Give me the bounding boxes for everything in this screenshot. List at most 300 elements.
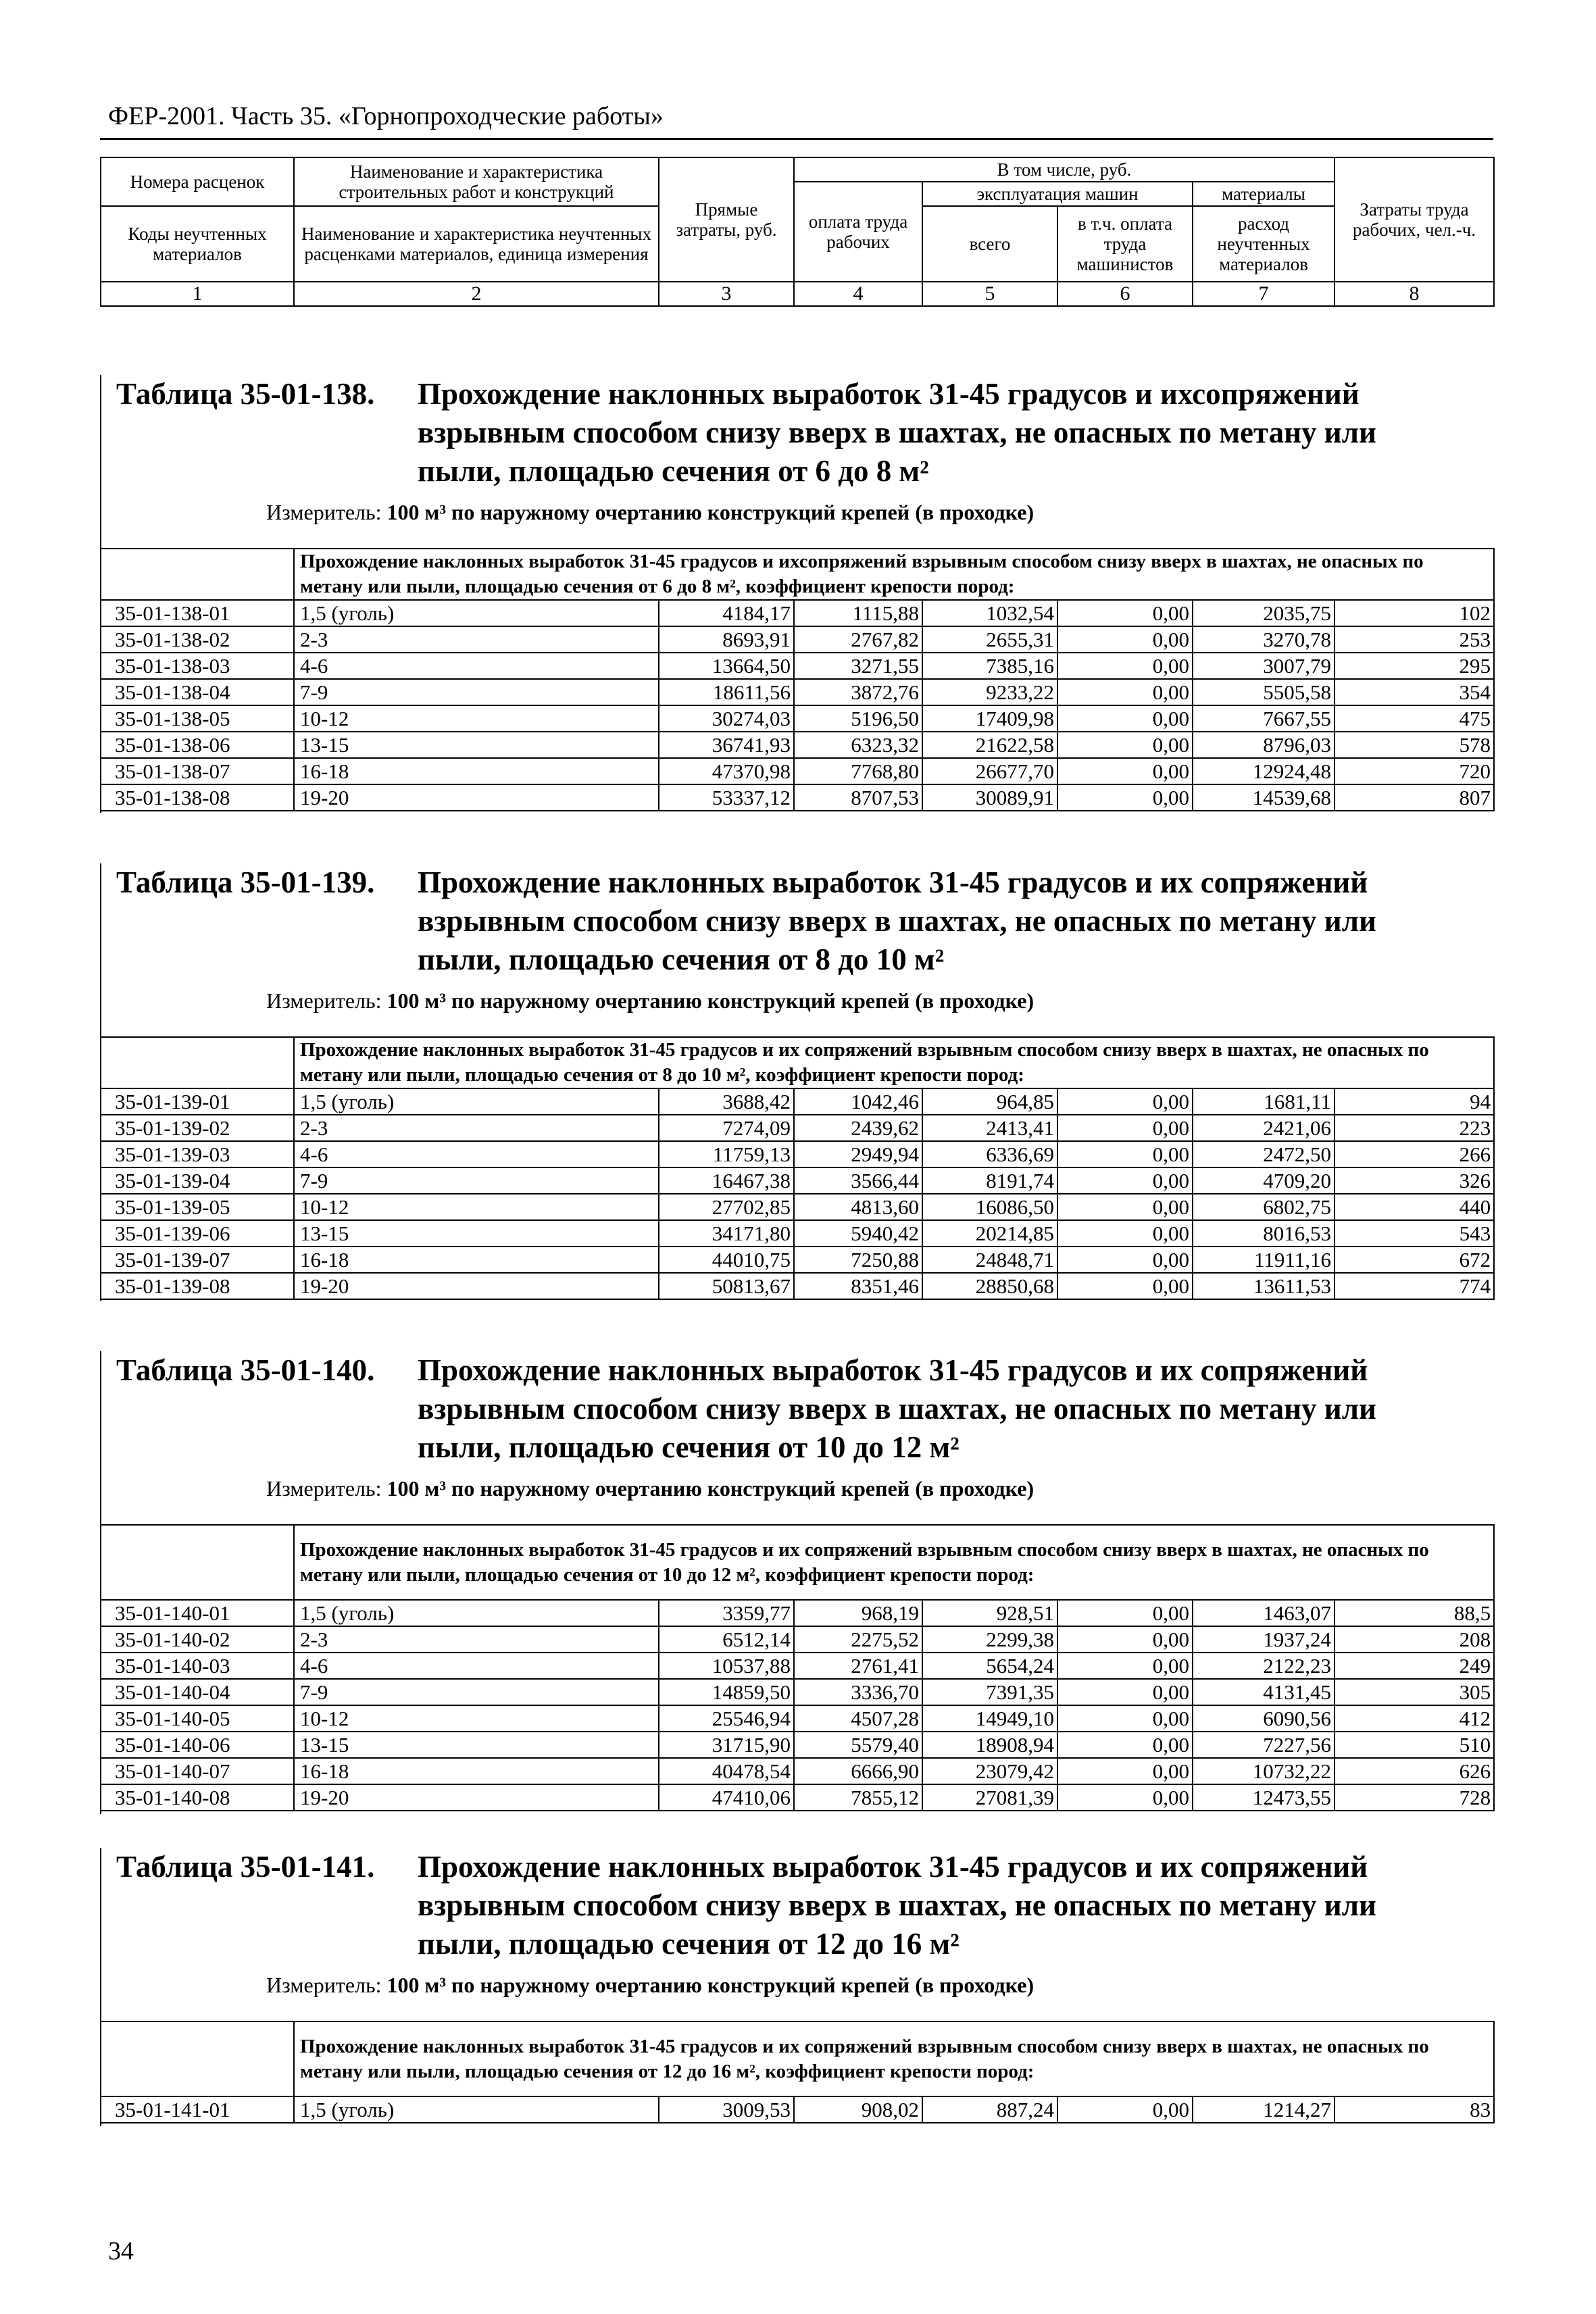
table-title-line: взрывным способом снизу вверх в шахтах, не опасных по метану или xyxy=(418,1888,1376,1922)
rate-code: 35-01-140-05 xyxy=(101,1705,294,1732)
table-title-line: взрывным способом снизу вверх в шахтах, не опасных по метану или xyxy=(418,904,1376,938)
materials-cost: 6090,56 xyxy=(1193,1705,1335,1732)
materials-cost: 3270,78 xyxy=(1193,626,1335,653)
table-row xyxy=(101,600,1494,626)
direct-costs: 25546,94 xyxy=(659,1705,794,1732)
header-material-consumption: расход неучтенных материалов xyxy=(1193,206,1335,282)
machine-total: 24848,71 xyxy=(922,1247,1057,1273)
table-title xyxy=(116,863,1481,979)
rate-table xyxy=(100,548,1495,811)
labor-hours: 102 xyxy=(1335,600,1494,626)
rate-code: 35-01-138-06 xyxy=(101,732,294,758)
machinist-pay: 0,00 xyxy=(1057,758,1193,784)
machine-total: 1032,54 xyxy=(922,600,1057,626)
table-row xyxy=(101,1194,1494,1220)
rate-code: 35-01-140-08 xyxy=(101,1784,294,1811)
labor-hours: 728 xyxy=(1335,1784,1494,1811)
direct-costs: 3359,77 xyxy=(659,1600,794,1626)
group-spacer xyxy=(101,1037,294,1088)
machinist-pay: 0,00 xyxy=(1057,679,1193,705)
rate-table-block xyxy=(100,1848,1493,2126)
table-title-line: Прохождение наклонных выработок 31-45 градусов и их сопряжений xyxy=(418,865,1368,899)
header-rate-numbers: Номера расценок xyxy=(101,157,294,206)
labor-hours: 208 xyxy=(1335,1626,1494,1653)
group-description: Прохождение наклонных выработок 31-45 градусов и ихсопряжений взрывным способом снизу вверх в шахтах, не опасных по метану или пыли, площадью сечения от 6 до 8 м², коэффициент крепости пород: xyxy=(294,549,1494,600)
rock-hardness: 1,5 (уголь) xyxy=(294,1600,659,1626)
labor-hours: 88,5 xyxy=(1335,1600,1494,1626)
table-number: Таблица 35-01-139. xyxy=(116,865,375,899)
machinist-pay: 0,00 xyxy=(1057,1679,1193,1705)
rate-code: 35-01-139-04 xyxy=(101,1167,294,1194)
worker-pay: 2949,94 xyxy=(794,1141,922,1167)
rock-hardness: 13-15 xyxy=(294,1220,659,1247)
materials-cost: 11911,16 xyxy=(1193,1247,1335,1273)
rate-table-block xyxy=(100,375,1493,813)
worker-pay: 4507,28 xyxy=(794,1705,922,1732)
rate-code: 35-01-138-05 xyxy=(101,705,294,732)
direct-costs: 14859,50 xyxy=(659,1679,794,1705)
machine-total: 2299,38 xyxy=(922,1626,1057,1653)
table-title-line: Прохождение наклонных выработок 31-45 градусов и ихсопряжений xyxy=(418,377,1360,411)
materials-cost: 4709,20 xyxy=(1193,1167,1335,1194)
labor-hours: 412 xyxy=(1335,1705,1494,1732)
materials-cost: 1937,24 xyxy=(1193,1626,1335,1653)
group-row xyxy=(101,1037,1494,1088)
machinist-pay: 0,00 xyxy=(1057,1626,1193,1653)
table-title xyxy=(116,375,1481,491)
labor-hours: 326 xyxy=(1335,1167,1494,1194)
header-material-name: Наименование и характеристика неучтенных расценками материалов, единица измерения xyxy=(294,206,659,282)
header-colnum: 7 xyxy=(1193,282,1335,306)
group-spacer xyxy=(101,549,294,600)
unit-value: 100 м³ по наружному очертанию конструкций крепей (в проходке) xyxy=(386,1973,1034,1997)
table-title xyxy=(116,1848,1481,1963)
header-rule xyxy=(100,138,1493,140)
machine-total: 964,85 xyxy=(922,1088,1057,1115)
materials-cost: 5505,58 xyxy=(1193,679,1335,705)
table-row xyxy=(101,1115,1494,1141)
materials-cost: 7227,56 xyxy=(1193,1732,1335,1758)
header-colnum: 1 xyxy=(101,282,294,306)
table-row xyxy=(101,1167,1494,1194)
direct-costs: 30274,03 xyxy=(659,705,794,732)
machine-total: 2655,31 xyxy=(922,626,1057,653)
header-material-codes: Коды неучтенных материалов xyxy=(101,206,294,282)
group-spacer xyxy=(101,2021,294,2096)
rate-code: 35-01-141-01 xyxy=(101,2096,294,2123)
rock-hardness: 10-12 xyxy=(294,705,659,732)
rate-code: 35-01-139-06 xyxy=(101,1220,294,1247)
direct-costs: 13664,50 xyxy=(659,653,794,679)
machinist-pay: 0,00 xyxy=(1057,705,1193,732)
machinist-pay: 0,00 xyxy=(1057,1167,1193,1194)
machinist-pay: 0,00 xyxy=(1057,1758,1193,1784)
rate-code: 35-01-140-07 xyxy=(101,1758,294,1784)
worker-pay: 2275,52 xyxy=(794,1626,922,1653)
table-row xyxy=(101,1626,1494,1653)
header-machine-operation: эксплуатация машин xyxy=(922,182,1193,206)
rock-hardness: 7-9 xyxy=(294,679,659,705)
worker-pay: 968,19 xyxy=(794,1600,922,1626)
direct-costs: 11759,13 xyxy=(659,1141,794,1167)
direct-costs: 6512,14 xyxy=(659,1626,794,1653)
rate-code: 35-01-138-08 xyxy=(101,784,294,811)
labor-hours: 774 xyxy=(1335,1273,1494,1299)
rate-table-block xyxy=(100,1351,1493,1814)
header-colnum: 3 xyxy=(659,282,794,306)
machine-total: 27081,39 xyxy=(922,1784,1057,1811)
header-worker-pay: оплата труда рабочих xyxy=(794,182,922,282)
table-row xyxy=(101,653,1494,679)
rate-table xyxy=(100,1524,1495,1811)
labor-hours: 253 xyxy=(1335,626,1494,653)
unit-label: Измеритель: xyxy=(266,988,387,1013)
direct-costs: 47410,06 xyxy=(659,1784,794,1811)
machinist-pay: 0,00 xyxy=(1057,1732,1193,1758)
table-row xyxy=(101,626,1494,653)
labor-hours: 440 xyxy=(1335,1194,1494,1220)
materials-cost: 13611,53 xyxy=(1193,1273,1335,1299)
table-title-line: взрывным способом снизу вверх в шахтах, не опасных по метану или xyxy=(418,1392,1376,1426)
labor-hours: 83 xyxy=(1335,2096,1494,2123)
running-head: ФЕР-2001. Часть 35. «Горнопроходческие работы» xyxy=(108,102,664,130)
materials-cost: 8016,53 xyxy=(1193,1220,1335,1247)
machinist-pay: 0,00 xyxy=(1057,732,1193,758)
group-row xyxy=(101,1525,1494,1600)
table-row xyxy=(101,1247,1494,1273)
table-row xyxy=(101,1784,1494,1811)
table-title-line: Прохождение наклонных выработок 31-45 градусов и их сопряжений xyxy=(418,1353,1368,1387)
rock-hardness: 19-20 xyxy=(294,784,659,811)
table-row xyxy=(101,1088,1494,1115)
labor-hours: 305 xyxy=(1335,1679,1494,1705)
machinist-pay: 0,00 xyxy=(1057,1247,1193,1273)
rate-code: 35-01-140-02 xyxy=(101,1626,294,1653)
rate-code: 35-01-139-08 xyxy=(101,1273,294,1299)
header-machinist-pay: в т.ч. оплата труда машинистов xyxy=(1057,206,1193,282)
worker-pay: 8707,53 xyxy=(794,784,922,811)
machine-total: 8191,74 xyxy=(922,1167,1057,1194)
rate-table xyxy=(100,1036,1495,1300)
worker-pay: 5940,42 xyxy=(794,1220,922,1247)
worker-pay: 2761,41 xyxy=(794,1653,922,1679)
header-materials: материалы xyxy=(1193,182,1335,206)
rock-hardness: 19-20 xyxy=(294,1273,659,1299)
machine-total: 9233,22 xyxy=(922,679,1057,705)
rate-code: 35-01-140-01 xyxy=(101,1600,294,1626)
materials-cost: 6802,75 xyxy=(1193,1194,1335,1220)
table-row xyxy=(101,1705,1494,1732)
measurement-unit xyxy=(266,1973,1034,1998)
measurement-unit xyxy=(266,500,1034,525)
worker-pay: 6666,90 xyxy=(794,1758,922,1784)
rate-table-block xyxy=(100,863,1493,1301)
materials-cost: 2035,75 xyxy=(1193,600,1335,626)
direct-costs: 47370,98 xyxy=(659,758,794,784)
rock-hardness: 2-3 xyxy=(294,1626,659,1653)
materials-cost: 10732,22 xyxy=(1193,1758,1335,1784)
labor-hours: 543 xyxy=(1335,1220,1494,1247)
rock-hardness: 2-3 xyxy=(294,1115,659,1141)
direct-costs: 3688,42 xyxy=(659,1088,794,1115)
materials-cost: 14539,68 xyxy=(1193,784,1335,811)
rate-code: 35-01-138-03 xyxy=(101,653,294,679)
table-row xyxy=(101,1653,1494,1679)
rate-code: 35-01-139-01 xyxy=(101,1088,294,1115)
machinist-pay: 0,00 xyxy=(1057,2096,1193,2123)
machinist-pay: 0,00 xyxy=(1057,1115,1193,1141)
table-title-line: Прохождение наклонных выработок 31-45 градусов и их сопряжений xyxy=(418,1850,1368,1884)
direct-costs: 3009,53 xyxy=(659,2096,794,2123)
materials-cost: 7667,55 xyxy=(1193,705,1335,732)
header-colnum: 2 xyxy=(294,282,659,306)
materials-cost: 2122,23 xyxy=(1193,1653,1335,1679)
direct-costs: 50813,67 xyxy=(659,1273,794,1299)
header-colnum: 5 xyxy=(922,282,1057,306)
machine-total: 7385,16 xyxy=(922,653,1057,679)
table-title-line: пыли, площадью сечения от 8 до 10 м² xyxy=(418,942,945,976)
machine-total: 23079,42 xyxy=(922,1758,1057,1784)
table-row xyxy=(101,732,1494,758)
direct-costs: 53337,12 xyxy=(659,784,794,811)
direct-costs: 7274,09 xyxy=(659,1115,794,1141)
machinist-pay: 0,00 xyxy=(1057,653,1193,679)
labor-hours: 223 xyxy=(1335,1115,1494,1141)
table-row xyxy=(101,1732,1494,1758)
table-number: Таблица 35-01-140. xyxy=(116,1353,375,1387)
rock-hardness: 4-6 xyxy=(294,653,659,679)
rate-code: 35-01-140-04 xyxy=(101,1679,294,1705)
machinist-pay: 0,00 xyxy=(1057,1088,1193,1115)
rate-code: 35-01-138-07 xyxy=(101,758,294,784)
machine-total: 7391,35 xyxy=(922,1679,1057,1705)
machinist-pay: 0,00 xyxy=(1057,1273,1193,1299)
machinist-pay: 0,00 xyxy=(1057,1784,1193,1811)
direct-costs: 31715,90 xyxy=(659,1732,794,1758)
rock-hardness: 7-9 xyxy=(294,1167,659,1194)
materials-cost: 1463,07 xyxy=(1193,1600,1335,1626)
direct-costs: 8693,91 xyxy=(659,626,794,653)
labor-hours: 626 xyxy=(1335,1758,1494,1784)
header-machine-total: всего xyxy=(922,206,1057,282)
table-row xyxy=(101,1273,1494,1299)
machine-total: 6336,69 xyxy=(922,1141,1057,1167)
machinist-pay: 0,00 xyxy=(1057,1194,1193,1220)
labor-hours: 249 xyxy=(1335,1653,1494,1679)
machine-total: 21622,58 xyxy=(922,732,1057,758)
table-row xyxy=(101,1220,1494,1247)
rate-code: 35-01-139-07 xyxy=(101,1247,294,1273)
machinist-pay: 0,00 xyxy=(1057,600,1193,626)
materials-cost: 12473,55 xyxy=(1193,1784,1335,1811)
rate-code: 35-01-138-04 xyxy=(101,679,294,705)
machine-total: 28850,68 xyxy=(922,1273,1057,1299)
machine-total: 14949,10 xyxy=(922,1705,1057,1732)
machine-total: 16086,50 xyxy=(922,1194,1057,1220)
rock-hardness: 16-18 xyxy=(294,1247,659,1273)
worker-pay: 3566,44 xyxy=(794,1167,922,1194)
machine-total: 17409,98 xyxy=(922,705,1057,732)
labor-hours: 295 xyxy=(1335,653,1494,679)
machinist-pay: 0,00 xyxy=(1057,1705,1193,1732)
direct-costs: 16467,38 xyxy=(659,1167,794,1194)
table-row xyxy=(101,705,1494,732)
labor-hours: 578 xyxy=(1335,732,1494,758)
table-title-line: пыли, площадью сечения от 6 до 8 м² xyxy=(418,454,929,488)
group-description: Прохождение наклонных выработок 31-45 градусов и их сопряжений взрывным способом снизу вверх в шахтах, не опасных по метану или пыли, площадью сечения от 12 до 16 м², коэффициент крепости пород: xyxy=(294,2021,1494,2096)
worker-pay: 1042,46 xyxy=(794,1088,922,1115)
machine-total: 20214,85 xyxy=(922,1220,1057,1247)
labor-hours: 475 xyxy=(1335,705,1494,732)
worker-pay: 5579,40 xyxy=(794,1732,922,1758)
rock-hardness: 4-6 xyxy=(294,1141,659,1167)
header-including: В том числе, руб. xyxy=(794,157,1335,182)
rock-hardness: 13-15 xyxy=(294,1732,659,1758)
measurement-unit xyxy=(266,988,1034,1013)
rock-hardness: 10-12 xyxy=(294,1705,659,1732)
rate-code: 35-01-139-02 xyxy=(101,1115,294,1141)
rock-hardness: 7-9 xyxy=(294,1679,659,1705)
rate-code: 35-01-139-05 xyxy=(101,1194,294,1220)
table-number: Таблица 35-01-138. xyxy=(116,377,375,411)
table-row xyxy=(101,2096,1494,2123)
worker-pay: 7855,12 xyxy=(794,1784,922,1811)
table-number: Таблица 35-01-141. xyxy=(116,1850,375,1884)
machinist-pay: 0,00 xyxy=(1057,784,1193,811)
direct-costs: 4184,17 xyxy=(659,600,794,626)
materials-cost: 2472,50 xyxy=(1193,1141,1335,1167)
rate-code: 35-01-140-06 xyxy=(101,1732,294,1758)
unit-value: 100 м³ по наружному очертанию конструкций крепей (в проходке) xyxy=(386,500,1034,524)
group-description: Прохождение наклонных выработок 31-45 градусов и их сопряжений взрывным способом снизу вверх в шахтах, не опасных по метану или пыли, площадью сечения от 8 до 10 м², коэффициент крепости пород: xyxy=(294,1037,1494,1088)
worker-pay: 8351,46 xyxy=(794,1273,922,1299)
machinist-pay: 0,00 xyxy=(1057,1141,1193,1167)
header-direct-costs: Прямые затраты, руб. xyxy=(659,157,794,282)
rock-hardness: 4-6 xyxy=(294,1653,659,1679)
machinist-pay: 0,00 xyxy=(1057,1220,1193,1247)
table-title-line: взрывным способом снизу вверх в шахтах, не опасных по метану или xyxy=(418,416,1376,449)
table-row xyxy=(101,679,1494,705)
worker-pay: 7768,80 xyxy=(794,758,922,784)
rate-code: 35-01-140-03 xyxy=(101,1653,294,1679)
column-header-table xyxy=(100,157,1495,307)
header-colnum: 8 xyxy=(1335,282,1494,306)
machinist-pay: 0,00 xyxy=(1057,1600,1193,1626)
unit-label: Измеритель: xyxy=(266,1973,387,1997)
machine-total: 5654,24 xyxy=(922,1653,1057,1679)
group-description: Прохождение наклонных выработок 31-45 градусов и их сопряжений взрывным способом снизу вверх в шахтах, не опасных по метану или пыли, площадью сечения от 10 до 12 м², коэффициент крепости пород: xyxy=(294,1525,1494,1600)
rock-hardness: 16-18 xyxy=(294,758,659,784)
labor-hours: 510 xyxy=(1335,1732,1494,1758)
materials-cost: 12924,48 xyxy=(1193,758,1335,784)
header-work-name: Наименование и характеристика строительных работ и конструкций xyxy=(294,157,659,206)
direct-costs: 40478,54 xyxy=(659,1758,794,1784)
machine-total: 30089,91 xyxy=(922,784,1057,811)
direct-costs: 36741,93 xyxy=(659,732,794,758)
worker-pay: 5196,50 xyxy=(794,705,922,732)
direct-costs: 44010,75 xyxy=(659,1247,794,1273)
group-row xyxy=(101,2021,1494,2096)
direct-costs: 18611,56 xyxy=(659,679,794,705)
labor-hours: 672 xyxy=(1335,1247,1494,1273)
group-row xyxy=(101,549,1494,600)
machinist-pay: 0,00 xyxy=(1057,626,1193,653)
machine-total: 2413,41 xyxy=(922,1115,1057,1141)
rock-hardness: 1,5 (уголь) xyxy=(294,1088,659,1115)
header-labor-costs: Затраты труда рабочих, чел.-ч. xyxy=(1335,157,1494,282)
worker-pay: 3336,70 xyxy=(794,1679,922,1705)
labor-hours: 807 xyxy=(1335,784,1494,811)
unit-value: 100 м³ по наружному очертанию конструкций крепей (в проходке) xyxy=(386,988,1034,1013)
materials-cost: 4131,45 xyxy=(1193,1679,1335,1705)
direct-costs: 27702,85 xyxy=(659,1194,794,1220)
rock-hardness: 19-20 xyxy=(294,1784,659,1811)
machine-total: 18908,94 xyxy=(922,1732,1057,1758)
table-title-line: пыли, площадью сечения от 12 до 16 м² xyxy=(418,1927,959,1961)
labor-hours: 266 xyxy=(1335,1141,1494,1167)
machine-total: 26677,70 xyxy=(922,758,1057,784)
worker-pay: 908,02 xyxy=(794,2096,922,2123)
rock-hardness: 1,5 (уголь) xyxy=(294,600,659,626)
worker-pay: 2767,82 xyxy=(794,626,922,653)
rock-hardness: 10-12 xyxy=(294,1194,659,1220)
unit-label: Измеритель: xyxy=(266,500,387,524)
worker-pay: 3271,55 xyxy=(794,653,922,679)
machine-total: 887,24 xyxy=(922,2096,1057,2123)
table-row xyxy=(101,1600,1494,1626)
direct-costs: 34171,80 xyxy=(659,1220,794,1247)
header-colnum: 6 xyxy=(1057,282,1193,306)
machine-total: 928,51 xyxy=(922,1600,1057,1626)
worker-pay: 3872,76 xyxy=(794,679,922,705)
materials-cost: 1681,11 xyxy=(1193,1088,1335,1115)
rate-table xyxy=(100,2021,1495,2123)
page-number: 34 xyxy=(108,2237,134,2265)
group-spacer xyxy=(101,1525,294,1600)
worker-pay: 7250,88 xyxy=(794,1247,922,1273)
rate-code: 35-01-138-02 xyxy=(101,626,294,653)
table-title-line: пыли, площадью сечения от 10 до 12 м² xyxy=(418,1430,959,1464)
header-colnum: 4 xyxy=(794,282,922,306)
table-row xyxy=(101,758,1494,784)
table-row xyxy=(101,1758,1494,1784)
materials-cost: 3007,79 xyxy=(1193,653,1335,679)
worker-pay: 2439,62 xyxy=(794,1115,922,1141)
rock-hardness: 1,5 (уголь) xyxy=(294,2096,659,2123)
labor-hours: 720 xyxy=(1335,758,1494,784)
rock-hardness: 13-15 xyxy=(294,732,659,758)
rock-hardness: 16-18 xyxy=(294,1758,659,1784)
table-row xyxy=(101,1141,1494,1167)
measurement-unit xyxy=(266,1476,1034,1501)
table-title xyxy=(116,1351,1481,1467)
unit-label: Измеритель: xyxy=(266,1476,387,1501)
materials-cost: 1214,27 xyxy=(1193,2096,1335,2123)
machinist-pay: 0,00 xyxy=(1057,1653,1193,1679)
rate-code: 35-01-139-03 xyxy=(101,1141,294,1167)
worker-pay: 6323,32 xyxy=(794,732,922,758)
direct-costs: 10537,88 xyxy=(659,1653,794,1679)
worker-pay: 4813,60 xyxy=(794,1194,922,1220)
unit-value: 100 м³ по наружному очертанию конструкций крепей (в проходке) xyxy=(386,1476,1034,1501)
materials-cost: 2421,06 xyxy=(1193,1115,1335,1141)
worker-pay: 1115,88 xyxy=(794,600,922,626)
rate-code: 35-01-138-01 xyxy=(101,600,294,626)
rock-hardness: 2-3 xyxy=(294,626,659,653)
materials-cost: 8796,03 xyxy=(1193,732,1335,758)
table-row xyxy=(101,784,1494,811)
labor-hours: 94 xyxy=(1335,1088,1494,1115)
